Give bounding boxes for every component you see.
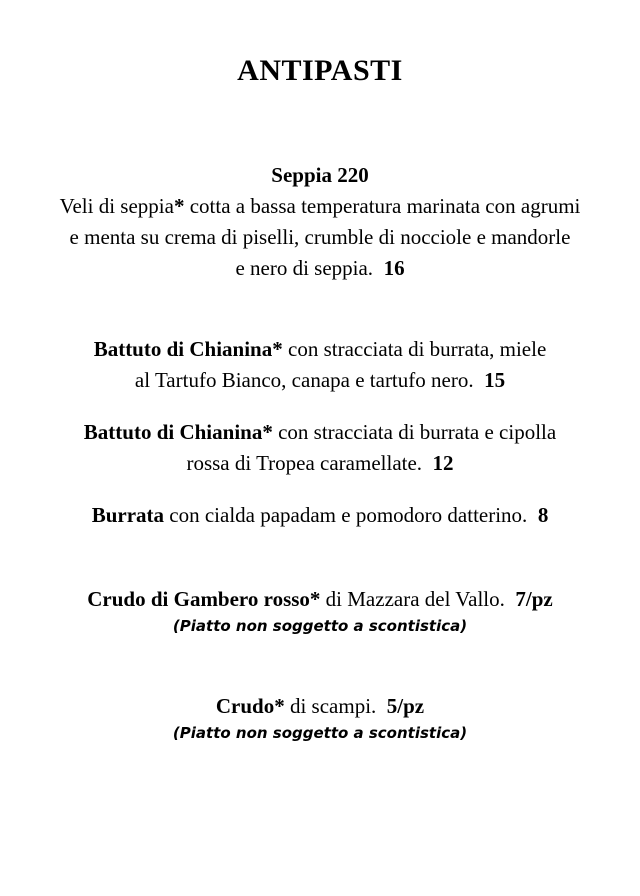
item-price: 12 (432, 451, 454, 475)
item-desc: Veli di seppia (59, 194, 174, 218)
item-price: 15 (484, 368, 506, 392)
item-price: 16 (383, 256, 405, 280)
page-title: ANTIPASTI (237, 54, 403, 87)
item-name: Burrata (91, 503, 165, 527)
item-price: 7/pz (515, 587, 553, 611)
item-desc: al Tartufo Bianco, canapa e tartufo nero. (134, 368, 474, 392)
item-desc: di scampi. (284, 694, 377, 718)
menu-item-chianina-cipolla (0, 417, 640, 479)
item-desc: e nero di seppia. (235, 256, 374, 280)
menu-item-gambero (0, 584, 640, 637)
item-name: Crudo di Gambero rosso* (87, 587, 321, 611)
item-price: 5/pz (386, 694, 425, 718)
item-name: Seppia 220 (271, 163, 369, 187)
item-desc: con stracciata di burrata, miele (282, 337, 547, 361)
item-desc: con stracciata di burrata e cipolla (272, 420, 557, 444)
discount-note: (Piatto non soggetto a scontistica) (172, 617, 468, 635)
item-desc: di Mazzara del Vallo. (320, 587, 505, 611)
item-desc: rossa di Tropea caramellate. (186, 451, 423, 475)
item-star: * (173, 194, 185, 218)
menu-item-burrata (0, 500, 640, 531)
item-desc: cotta a bassa temperatura marinata con agrumi (184, 194, 581, 218)
menu-item-scampi (0, 691, 640, 744)
item-desc: e menta su crema di piselli, crumble di nocciole e mandorle (69, 225, 571, 249)
item-desc: con cialda papadam e pomodoro datterino. (164, 503, 528, 527)
menu-item-seppia (0, 160, 640, 284)
item-name: Crudo* (215, 694, 285, 718)
item-name: Battuto di Chianina* (83, 420, 273, 444)
menu-item-chianina-tartufo (0, 334, 640, 396)
item-price: 8 (537, 503, 549, 527)
item-name: Battuto di Chianina* (93, 337, 283, 361)
discount-note: (Piatto non soggetto a scontistica) (172, 724, 468, 742)
